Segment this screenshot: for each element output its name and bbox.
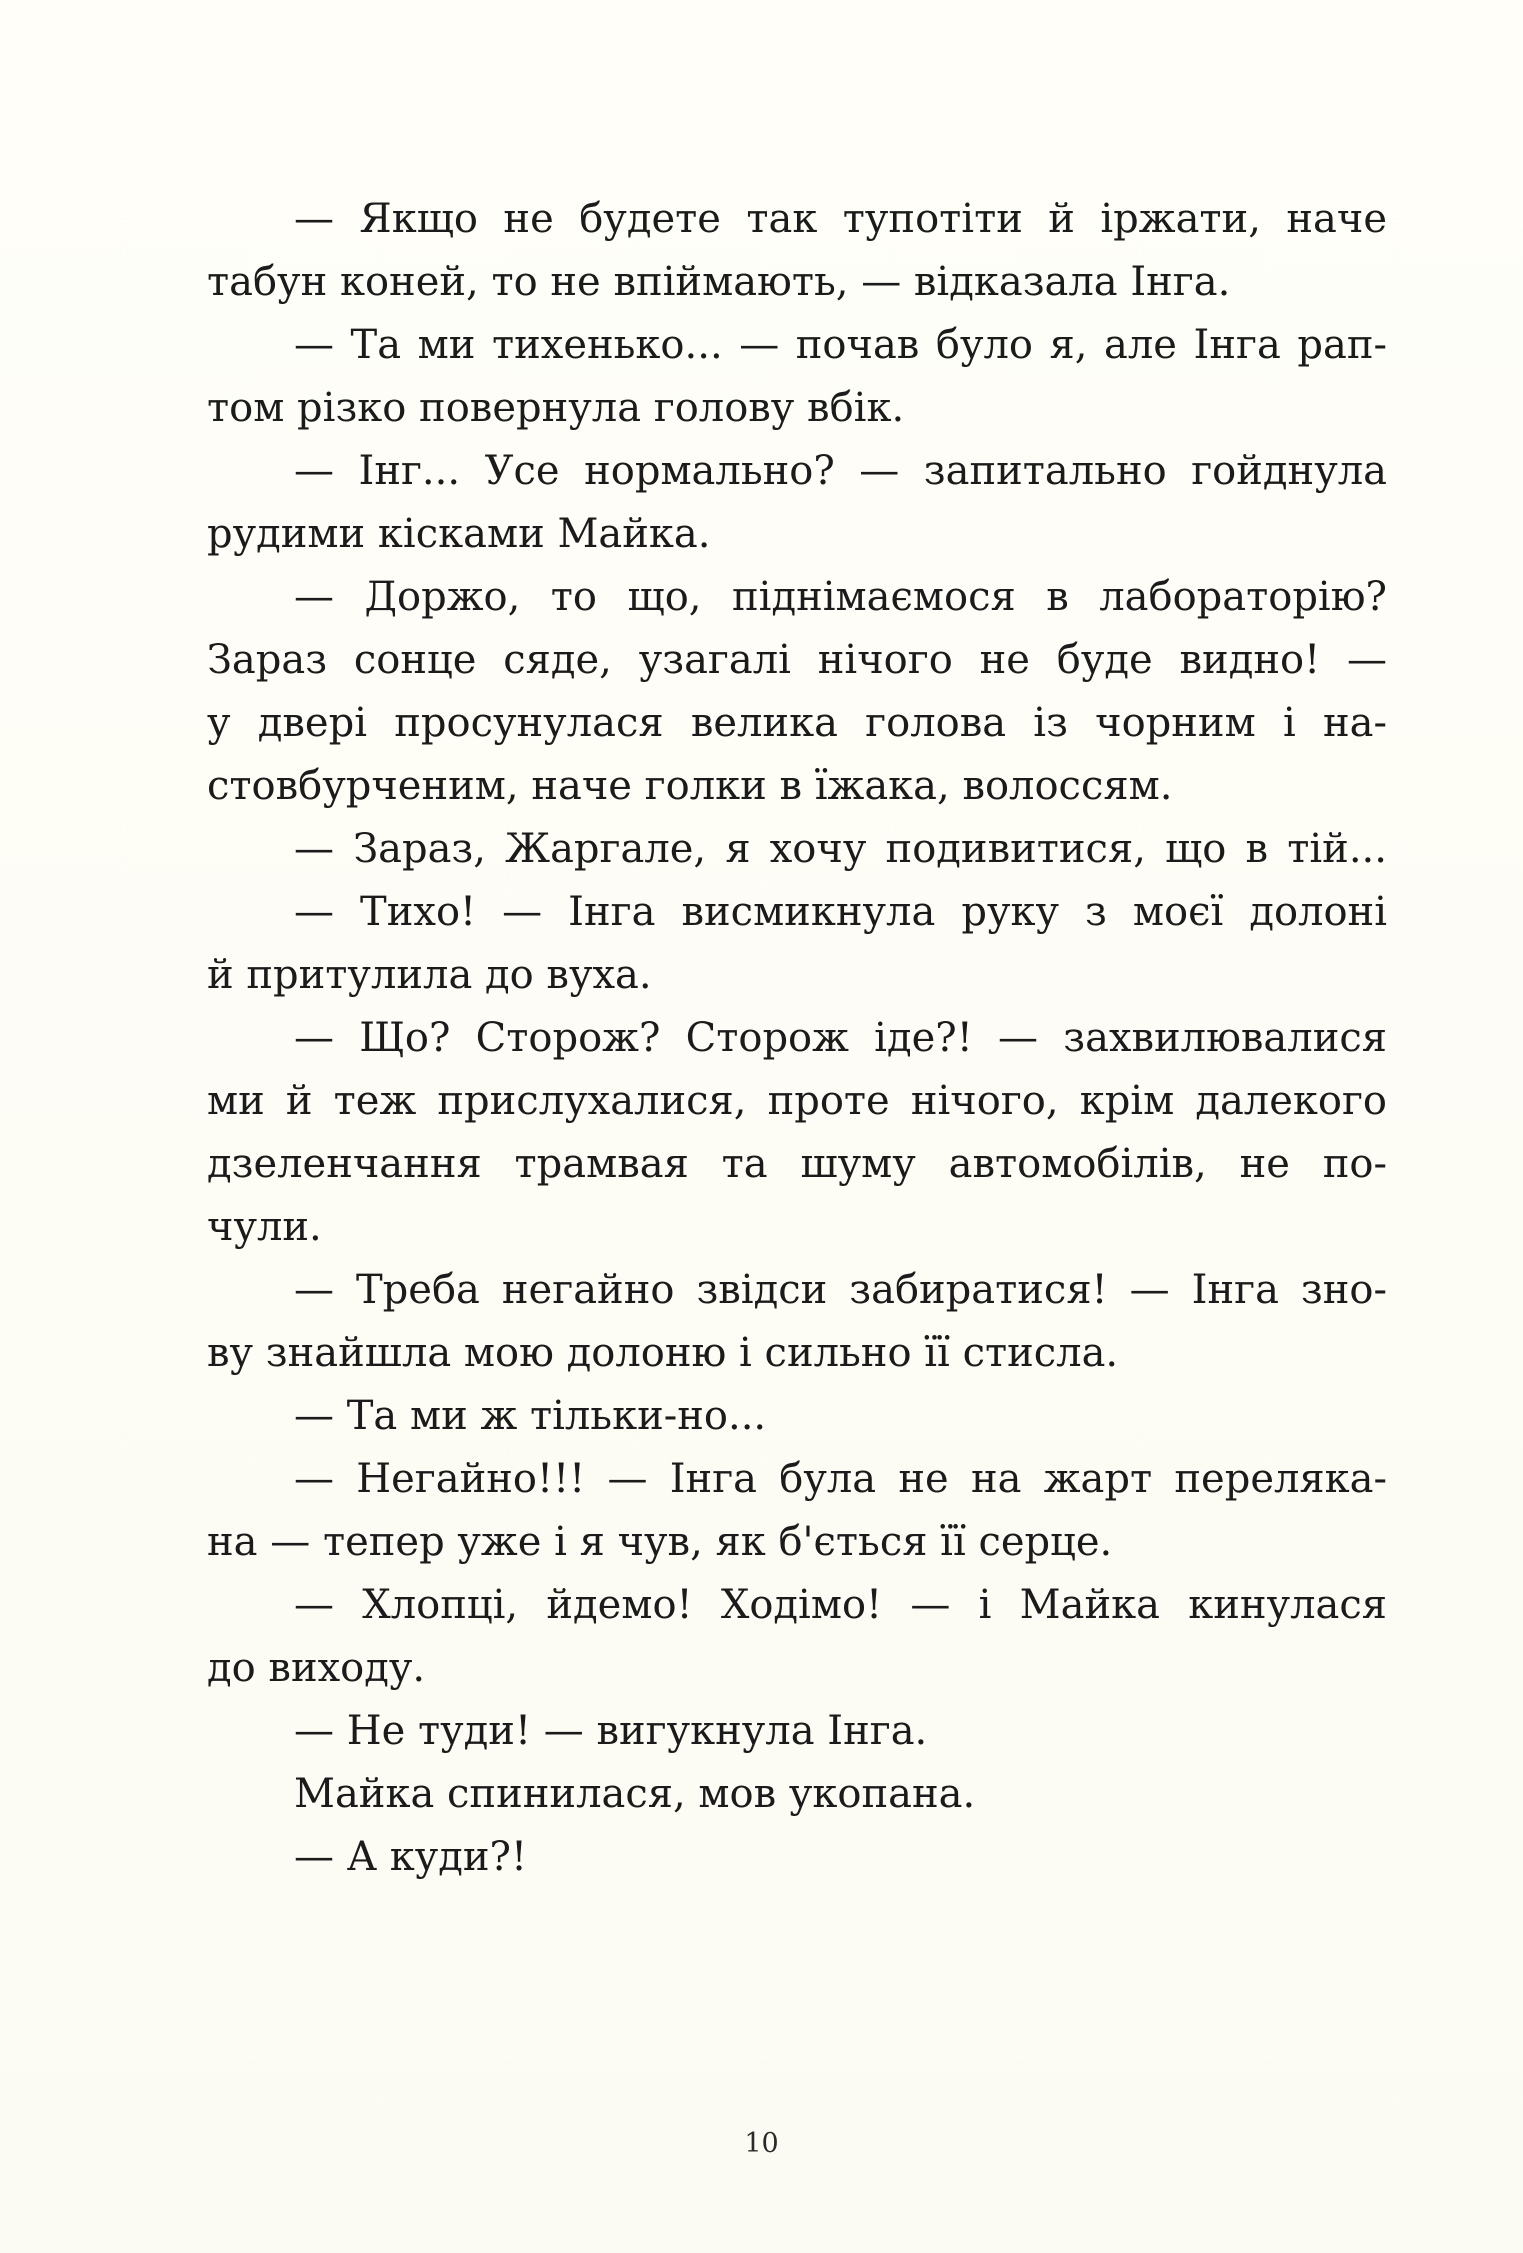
text-line: — Якщо не будете так тупотіти й іржати, наче — [294, 196, 1387, 242]
text-line: Майка спинилася, мов укопана. — [294, 1771, 976, 1817]
text-line: — Зараз, Жаргале, я хочу подивитися, що в тій... — [294, 826, 1387, 872]
page-number: 10 — [744, 2128, 779, 2159]
body-text — [207, 188, 1387, 1889]
text-line: — Негайно!!! — Інга була не на жарт переляка- — [294, 1456, 1387, 1502]
text-line: на — тепер уже і я чув, як б'ється її серце. — [207, 1519, 1113, 1565]
text-line: й притулила до вуха. — [207, 952, 652, 998]
text-line: — Тихо! — Інга висмикнула руку з моєї долоні — [294, 889, 1387, 935]
text-line: дзеленчання трамвая та шуму автомобілів, не по- — [207, 1141, 1387, 1187]
text-line: рудими кісками Майка. — [207, 511, 711, 557]
text-line: — Та ми тихенько... — почав було я, але Інга рап- — [294, 322, 1387, 368]
text-line: — Доржо, то що, піднімаємося в лабораторію? — [294, 574, 1387, 620]
text-line: — А куди?! — [294, 1834, 528, 1880]
text-line: табун коней, то не впіймають, — відказала Інга. — [207, 259, 1231, 305]
text-line: — Хлопці, йдемо! Ходімо! — і Майка кинулася — [294, 1582, 1387, 1628]
text-line: том різко повернула голову вбік. — [207, 385, 905, 431]
text-line: до виходу. — [207, 1645, 426, 1691]
text-line: — Та ми ж тільки-но... — [294, 1393, 767, 1439]
text-line: ву знайшла мою долоню і сильно її стисла. — [207, 1330, 1119, 1376]
text-line: — Не туди! — вигукнула Інга. — [294, 1708, 928, 1754]
text-line: — Треба негайно звідси забиратися! — Інга зно- — [294, 1267, 1387, 1313]
text-line: — Що? Сторож? Сторож іде?! — захвилювалися — [294, 1015, 1387, 1061]
text-line: — Інг... Усе нормально? — запитально гойднула — [294, 448, 1387, 494]
text-line: Зараз сонце сяде, узагалі нічого не буде видно! — — [207, 637, 1387, 683]
text-line: чули. — [207, 1204, 322, 1250]
text-line: у двері просунулася велика голова із чорним і на- — [207, 700, 1387, 746]
text-line: стовбурченим, наче голки в їжака, волоссям. — [207, 763, 1173, 809]
text-line: ми й теж прислухалися, проте нічого, крім далекого — [207, 1078, 1387, 1124]
